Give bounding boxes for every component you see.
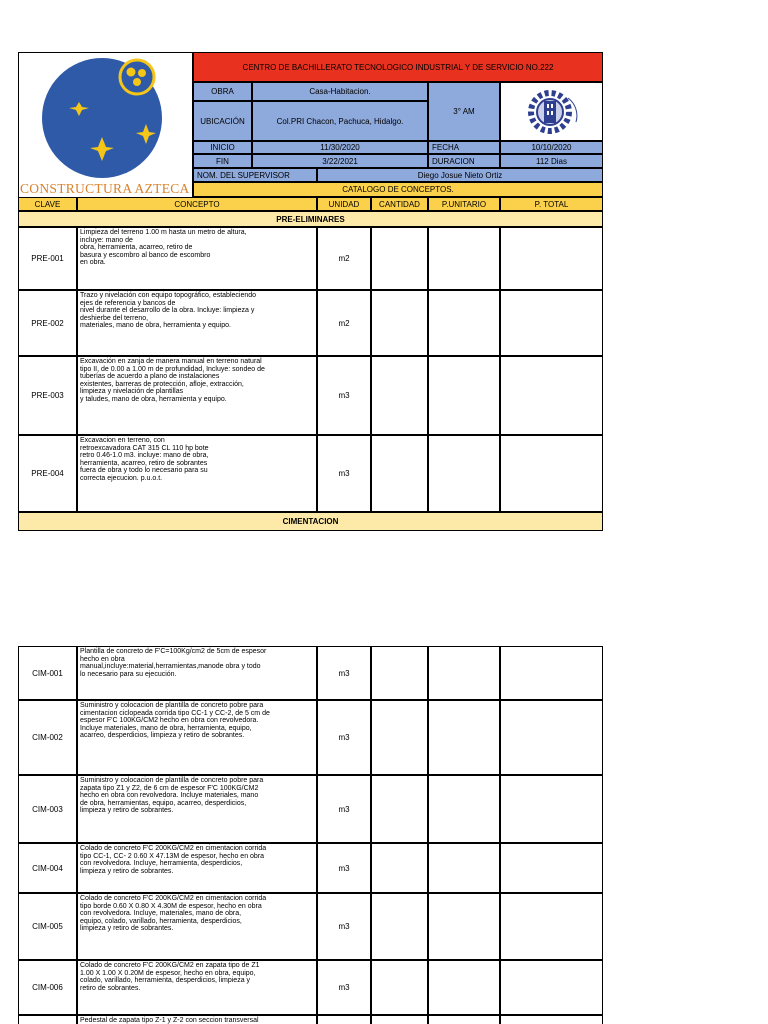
fin-value: 3/22/2021: [252, 154, 428, 168]
concepto-cell: Trazo y nivelación con equipo topográfico, estableciendo ejes de referencia y bancos de nivel durante el desarrollo de la obra. Incluye: limpieza y deshierbe del terreno, materiales, mano de obra, herramienta y equipo.: [77, 290, 317, 356]
fin-label: FIN: [193, 154, 252, 168]
empty-cell: [500, 435, 603, 512]
concepto-cell: Plantilla de concreto de F'C=100Kg/cm2 de 5cm de espesor hecho en obra manual,incluye:material,herramientas,manode obra y todo lo necesario para su ejecución.: [77, 646, 317, 700]
group-label: 3° AM: [428, 82, 500, 141]
ubicacion-value: Col.PRI Chacon, Pachuca, Hidalgo.: [252, 101, 428, 141]
concepto-cell: Colado de concreto F'C 200KG/CM2 en cimentacion corrida tipo CC-1, CC- 2 0.60 X 47.13M de espesor, hecho en obra con revolvedora. Incluye, herramienta, desperdicios, limpieza y retiro de sobrantes.: [77, 843, 317, 893]
logo-small-circle: [120, 60, 154, 94]
column-header: P. TOTAL: [500, 197, 603, 211]
empty-cell: [428, 290, 500, 356]
clave-cell: PRE-001: [18, 227, 77, 290]
fecha-label: FECHA: [428, 141, 500, 154]
empty-cell: [371, 700, 428, 775]
unidad-cell: m3: [317, 700, 371, 775]
empty-cell: [371, 960, 428, 1015]
empty-cell: [428, 356, 500, 435]
empty-cell: [428, 227, 500, 290]
inicio-value: 11/30/2020: [252, 141, 428, 154]
clave-cell: CIM-006: [18, 960, 77, 1015]
clave-cell: PRE-004: [18, 435, 77, 512]
clave-cell: CIM-005: [18, 893, 77, 960]
concepto-cell: Suministro y colocacion de plantilla de concreto pobre para zapata tipo Z1 y Z2, de 6 cm de espesor F'C 100KG/CM2 hecho en obra con revolvedora. Incluye materiales, mano de obra, herramientas, equipo, acarreo, desperdicios, limpieza y retiro de sobrantes.: [77, 775, 317, 843]
empty-cell: [428, 700, 500, 775]
concepto-cell: Excavacion en terreno, con retroexcavadora CAT 315 CL 110 hp bote retro 0.46-1.0 m3. incluye: mano de obra, herramienta, acarreo, retiro de sobrantes fuera de obra y todo lo necesario para su correcta ejecucion. p.u.o.t.: [77, 435, 317, 512]
unidad-cell: m3: [317, 960, 371, 1015]
ubicacion-label: UBICACIÓN: [193, 101, 252, 141]
concepto-cell: Colado de concreto F'C 200KG/CM2 en cimentacion corrida tipo borde 0.60 X 0.80 X 4.30M de espesor, hecho en obra con revolvedora. Incluye, materiales, mano de obra, equipo, colado, varillado, herramienta, desperdicios, limpieza y retiro de sobrantes.: [77, 893, 317, 960]
empty-cell: [500, 700, 603, 775]
clave-cell: [18, 1015, 77, 1024]
empty-cell: [428, 775, 500, 843]
unidad-cell: m2: [317, 227, 371, 290]
unidad-cell: m3: [317, 775, 371, 843]
empty-cell: [371, 646, 428, 700]
empty-cell: [371, 227, 428, 290]
column-header: CANTIDAD: [371, 197, 428, 211]
unidad-cell: m3: [317, 646, 371, 700]
empty-cell: [371, 843, 428, 893]
empty-cell: [371, 775, 428, 843]
empty-cell: [500, 1015, 603, 1024]
empty-cell: [500, 843, 603, 893]
unidad-cell: [317, 1015, 371, 1024]
clave-cell: CIM-003: [18, 775, 77, 843]
concepto-cell: Suministro y colocacion de plantilla de concreto pobre para cimentacion ciclopeada corrida tipo CC-1 y CC-2, de 5 cm de espesor F'C 100KG/CM2 hecho en obra con revolvedora. Incluye materiales, mano de obra, herramienta, equipo, acarreo, desperdicios, limpieza y retiro de sobrantes.: [77, 700, 317, 775]
gear-icon: [524, 86, 580, 138]
school-title: CENTRO DE BACHILLERATO TECNOLOGICO INDUSTRIAL Y DE SERVICIO NO.222: [193, 52, 603, 82]
fecha-value: 10/10/2020: [500, 141, 603, 154]
clave-cell: PRE-003: [18, 356, 77, 435]
concepto-cell: Limpieza del terreno 1.00 m hasta un metro de altura, incluye: mano de obra, herramienta, acarreo, retiro de basura y escombro al banco de escombro en obra.: [77, 227, 317, 290]
empty-cell: [371, 290, 428, 356]
empty-cell: [428, 435, 500, 512]
column-header: CLAVE: [18, 197, 77, 211]
clave-cell: CIM-002: [18, 700, 77, 775]
unidad-cell: m3: [317, 435, 371, 512]
duracion-label: DURACION: [428, 154, 500, 168]
empty-cell: [428, 960, 500, 1015]
unidad-cell: m3: [317, 893, 371, 960]
section-pre: PRE-ELIMINARES: [18, 211, 603, 227]
supervisor-label: NOM. DEL SUPERVISOR: [193, 168, 317, 182]
concepto-cell: Colado de concreto F'C 200KG/CM2 en zapata tipo de Z1 1.00 X 1.00 X 0.20M de espesor, hecho en obra, equipo, colado, varillado, herramienta, desperdicios, limpieza y retiro de sobrantes.: [77, 960, 317, 1015]
empty-cell: [371, 356, 428, 435]
obra-value: Casa-Habitacion.: [252, 82, 428, 101]
empty-cell: [428, 843, 500, 893]
unidad-cell: m3: [317, 356, 371, 435]
concepto-cell: Pedestal de zapata tipo Z-1 y Z-2 con seccion transversal: [77, 1015, 317, 1024]
duracion-value: 112 Dias: [500, 154, 603, 168]
empty-cell: [500, 775, 603, 843]
empty-cell: [371, 1015, 428, 1024]
supervisor-value: Diego Josue Nieto Ortiz: [317, 168, 603, 182]
empty-cell: [500, 646, 603, 700]
empty-cell: [500, 960, 603, 1015]
empty-cell: [428, 646, 500, 700]
catalog-title: CATALOGO DE CONCEPTOS.: [193, 182, 603, 197]
company-name: CONSTRUCTURA AZTECA: [20, 181, 190, 196]
empty-cell: [371, 893, 428, 960]
empty-cell: [500, 893, 603, 960]
empty-cell: [500, 227, 603, 290]
obra-label: OBRA: [193, 82, 252, 101]
column-header: CONCEPTO: [77, 197, 317, 211]
empty-cell: [500, 290, 603, 356]
unidad-cell: m2: [317, 290, 371, 356]
concepto-cell: Excavación en zanja de manera manual en terreno natural tipo II, de 0.00 a 1.00 m de profundidad, Incluye: sondeo de tuberías de acuerdo a plano de instalaciones existentes, barreras de protección, afloje, extracción, limpieza y nivelación de plantillas y taludes, mano de obra, herramienta y equipo.: [77, 356, 317, 435]
cbtis-logo-box: [500, 82, 603, 141]
company-logo: [38, 52, 168, 182]
clave-cell: CIM-004: [18, 843, 77, 893]
column-header: UNIDAD: [317, 197, 371, 211]
section-cim: CIMENTACION: [18, 512, 603, 531]
empty-cell: [500, 356, 603, 435]
empty-cell: [371, 435, 428, 512]
clave-cell: CIM-001: [18, 646, 77, 700]
empty-cell: [428, 1015, 500, 1024]
column-header: P.UNITARIO: [428, 197, 500, 211]
empty-cell: [428, 893, 500, 960]
inicio-label: INICIO: [193, 141, 252, 154]
unidad-cell: m3: [317, 843, 371, 893]
clave-cell: PRE-002: [18, 290, 77, 356]
